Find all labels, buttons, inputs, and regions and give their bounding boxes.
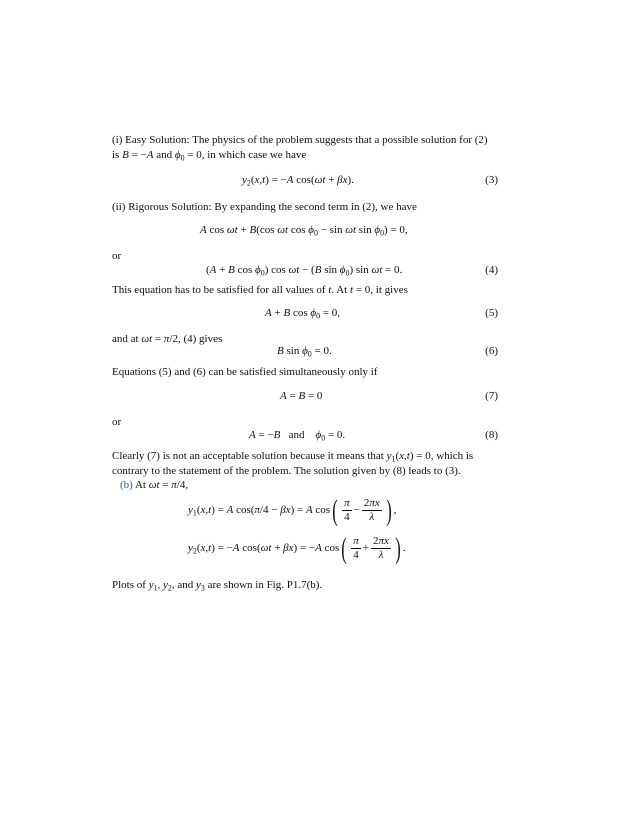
paragraph-easy-solution-line2: is B = −A and $\phi_0 = 0$, in which case we have xyxy=(112,149,307,163)
paragraph-rigorous-solution: (ii) Rigorous Solution: By expanding the second term in (2), we have xyxy=(112,201,417,213)
paragraph-all-values: This equation has to be satisfied for all values of t. At t = 0, it gives xyxy=(112,284,408,296)
paragraph-plots: Plots of $y_1$, $y_2$, and $y_3$ are shown in Fig. P1.7(b). xyxy=(112,579,323,593)
equation-y1: $y_1(x,t) = A$ cos(π/4 − βx) = A cos( $\frac{\pi}{4}$ − $\frac{2\pi x}{\lambda}$ ) , xyxy=(188,493,397,527)
equation-number-3: (3) xyxy=(485,174,498,186)
text-or-2: or xyxy=(112,416,122,428)
equation-5: A + B $\cos \phi_0 = 0$, xyxy=(265,307,340,321)
equation-4: (A + B $\cos \phi_0$) cos ωt − (B $\sin \phi_0$) sin ωt = 0. xyxy=(206,264,403,278)
paragraph-clearly-line1: Clearly (7) is not an acceptable solution because it means that $y_1(x,t) = 0$, which is xyxy=(112,450,474,464)
equation-number-7: (7) xyxy=(485,390,498,402)
equation-number-6: (6) xyxy=(485,345,498,357)
equation-8: A = −B and $\phi_0 = 0$. xyxy=(249,429,346,443)
equation-number-5: (5) xyxy=(485,307,498,319)
paragraph-and-at: and at ωt = π/2, (4) gives xyxy=(112,333,223,345)
equation-3: $y_2(x,t) = -A$ cos(ωt + βx). xyxy=(242,174,354,188)
equation-y2: $y_2(x,t) = -A$ cos(ωt + βx) = −A cos( $\frac{\pi}{4}$ + $\frac{2\pi x}{\lambda}$ ) . xyxy=(188,531,406,565)
paragraph-simultaneous: Equations (5) and (6) can be satisfied simultaneously only if xyxy=(112,366,378,378)
paragraph-clearly-line2: contrary to the statement of the problem. The solution given by (8) leads to (3). xyxy=(112,465,461,477)
paragraph-easy-solution-line1: (i) Easy Solution: The physics of the problem suggests that a possible solution for (2) xyxy=(112,134,488,146)
part-b-label[interactable]: (b) xyxy=(120,479,133,491)
text-or-1: or xyxy=(112,250,122,262)
equation-7: A = B = 0 xyxy=(280,390,323,402)
equation-number-4: (4) xyxy=(485,264,498,276)
equation-6: B $\sin \phi_0 = 0$. xyxy=(277,345,332,359)
part-b-heading: (b) At ωt = π/4, xyxy=(120,479,189,491)
equation-expansion: A cos ωt + B(cos ωt $\cos \phi_0 - \sin \omega t$ $\sin \phi_0) = 0$, xyxy=(200,224,408,238)
equation-number-8: (8) xyxy=(485,429,498,441)
